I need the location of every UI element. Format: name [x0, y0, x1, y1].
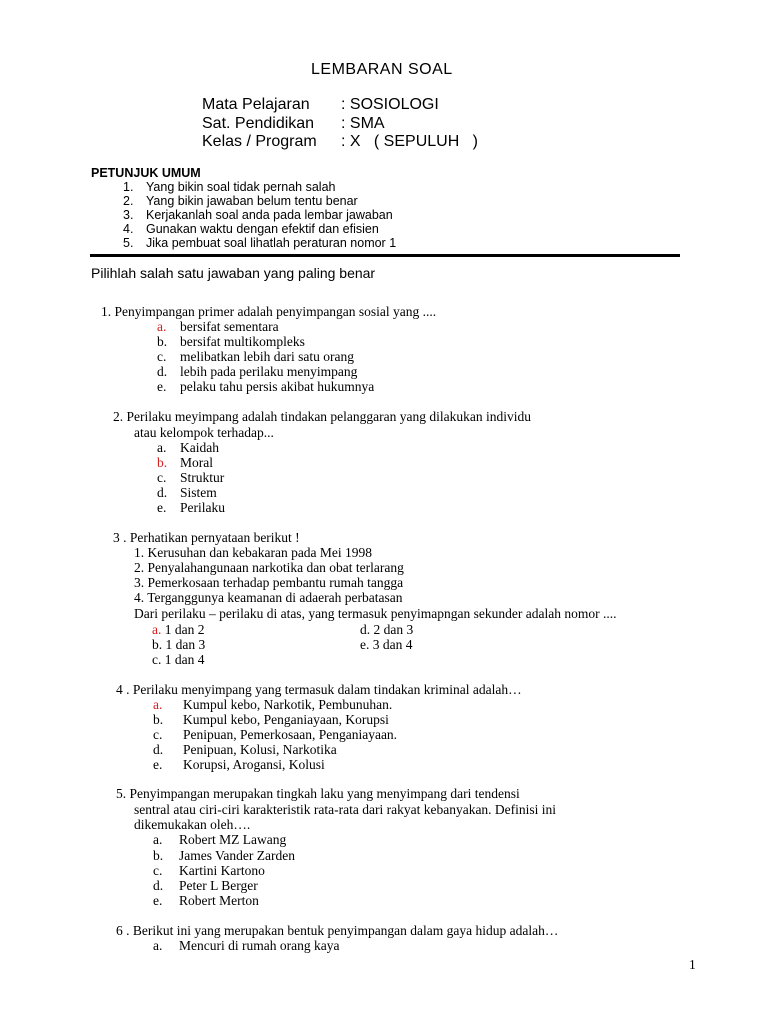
divider-rule — [90, 254, 680, 257]
page-title: LEMBARAN SOAL — [311, 61, 453, 78]
option-text: melibatkan lebih dari satu orang — [180, 349, 354, 364]
option-text: 1 dan 3 — [162, 637, 206, 652]
statement-item: 1. Kerusuhan dan kebakaran pada Mei 1998 — [134, 545, 373, 560]
option-letter: a. — [157, 440, 167, 455]
header-value-level: : SMA — [341, 115, 385, 132]
instruction-item: Kerjakanlah soal anda pada lembar jawaban — [146, 208, 393, 222]
header-value-subject: : SOSIOLOGI — [341, 96, 439, 113]
header-value-class: : X ( SEPULUH ) — [341, 133, 478, 150]
option-letter: c. — [153, 863, 163, 878]
option-letter: b. — [153, 712, 164, 727]
option-text: Kumpul kebo, Penganiayaan, Korupsi — [183, 712, 389, 727]
option-letter-a-answer: a. — [152, 622, 162, 637]
instruction-num: 1. — [123, 180, 134, 194]
option-text: bersifat multikompleks — [180, 334, 305, 349]
question-2-cont: atau kelompok terhadap... — [134, 425, 274, 440]
instruction-num: 3. — [123, 208, 134, 222]
instruction-num: 2. — [123, 194, 134, 208]
option-text: 1 dan 4 — [161, 652, 205, 667]
option-text: Robert Merton — [179, 893, 259, 908]
option-letter: a. — [153, 832, 163, 847]
option-letter: c. — [153, 727, 163, 742]
option-text: Peter L Berger — [179, 878, 258, 893]
question-1: 1. Penyimpangan primer adalah penyimpangan sosial yang .... — [101, 304, 437, 319]
option-letter: d. — [153, 878, 164, 893]
instruction-item: Jika pembuat soal lihatlah peraturan nomor 1 — [146, 236, 397, 250]
statement-item: 2. Penyalahangunaan narkotika dan obat terlarang — [134, 560, 404, 575]
option-letter: b. — [157, 334, 168, 349]
statement-item: 3. Pemerkosaan terhadap pembantu rumah tangga — [134, 575, 404, 590]
option-letter: b. — [153, 848, 164, 863]
option-letter: d. — [360, 622, 371, 637]
option-letter: d. — [157, 485, 168, 500]
option-letter: e. — [157, 379, 167, 394]
option-letter: b. — [152, 637, 163, 652]
question-3-prompt: Dari perilaku – perilaku di atas, yang termasuk penyimapngan sekunder adalah nomor .... — [134, 606, 617, 621]
header-label-level: Sat. Pendidikan — [202, 115, 315, 132]
option-text: Robert MZ Lawang — [179, 832, 287, 847]
instruction-num: 4. — [123, 222, 134, 236]
option-letter: e. — [153, 893, 163, 908]
instruction-item: Yang bikin soal tidak pernah salah — [146, 180, 336, 194]
statement-item: 4. Terganggunya keamanan di adaerah perbatasan — [134, 590, 403, 605]
instruction-num: 5. — [123, 236, 134, 250]
option-letter: c. — [152, 652, 162, 667]
header-label-class: Kelas / Program — [202, 133, 317, 150]
option-text: Struktur — [180, 470, 225, 485]
option-text: Penipuan, Pemerkosaan, Penganiayaan. — [183, 727, 398, 742]
page-number: 1 — [689, 957, 696, 972]
option-text: James Vander Zarden — [179, 848, 295, 863]
instruction-item: Yang bikin jawaban belum tentu benar — [146, 194, 358, 208]
question-5-cont: sentral atau ciri-ciri karakteristik rata-rata dari rakyat kebanyakan. Definisi ini — [134, 802, 557, 817]
option-text: Sistem — [180, 485, 217, 500]
question-5-cont: dikemukakan oleh…. — [134, 817, 251, 832]
option-text: Mencuri di rumah orang kaya — [179, 938, 340, 953]
option-letter: c. — [157, 470, 167, 485]
question-5: 5. Penyimpangan merupakan tingkah laku yang menyimpang dari tendensi — [116, 786, 520, 801]
option-text: Perilaku — [180, 500, 225, 515]
option-letter: a. — [153, 938, 163, 953]
header-label-subject: Mata Pelajaran — [202, 96, 310, 113]
option-text: lebih pada perilaku menyimpang — [180, 364, 358, 379]
option-text: Moral — [180, 455, 213, 470]
option-text: 3 dan 4 — [369, 637, 413, 652]
option-text: Penipuan, Kolusi, Narkotika — [183, 742, 337, 757]
option-letter: e. — [153, 757, 163, 772]
option-text: Kartini Kartono — [179, 863, 265, 878]
option-letter: e. — [157, 500, 167, 515]
option-text: 1 dan 2 — [161, 622, 205, 637]
question-3: 3 . Perhatikan pernyataan berikut ! — [113, 530, 300, 545]
option-letter: d. — [153, 742, 164, 757]
option-letter: c. — [157, 349, 167, 364]
option-text: 2 dan 3 — [370, 622, 414, 637]
instructions-heading: PETUNJUK UMUM — [91, 166, 201, 180]
option-letter-a-answer: a. — [153, 697, 163, 712]
question-6: 6 . Berikut ini yang merupakan bentuk penyimpangan dalam gaya hidup adalah… — [116, 923, 559, 938]
option-text: bersifat sementara — [180, 319, 279, 334]
answer-instruction: Pilihlah salah satu jawaban yang paling benar — [91, 265, 376, 281]
option-letter: e. — [360, 637, 370, 652]
question-2: 2. Perilaku meyimpang adalah tindakan pelanggaran yang dilakukan individu — [113, 409, 532, 424]
option-letter-a-answer: a. — [157, 319, 167, 334]
instruction-item: Gunakan waktu dengan efektif dan efisien — [146, 222, 379, 236]
option-text: Korupsi, Arogansi, Kolusi — [183, 757, 325, 772]
option-letter-b-answer: b. — [157, 455, 168, 470]
option-text: pelaku tahu persis akibat hukumnya — [180, 379, 375, 394]
option-text: Kumpul kebo, Narkotik, Pembunuhan. — [183, 697, 393, 712]
option-letter: d. — [157, 364, 168, 379]
question-4: 4 . Perilaku menyimpang yang termasuk dalam tindakan kriminal adalah… — [116, 682, 522, 697]
option-text: Kaidah — [180, 440, 219, 455]
